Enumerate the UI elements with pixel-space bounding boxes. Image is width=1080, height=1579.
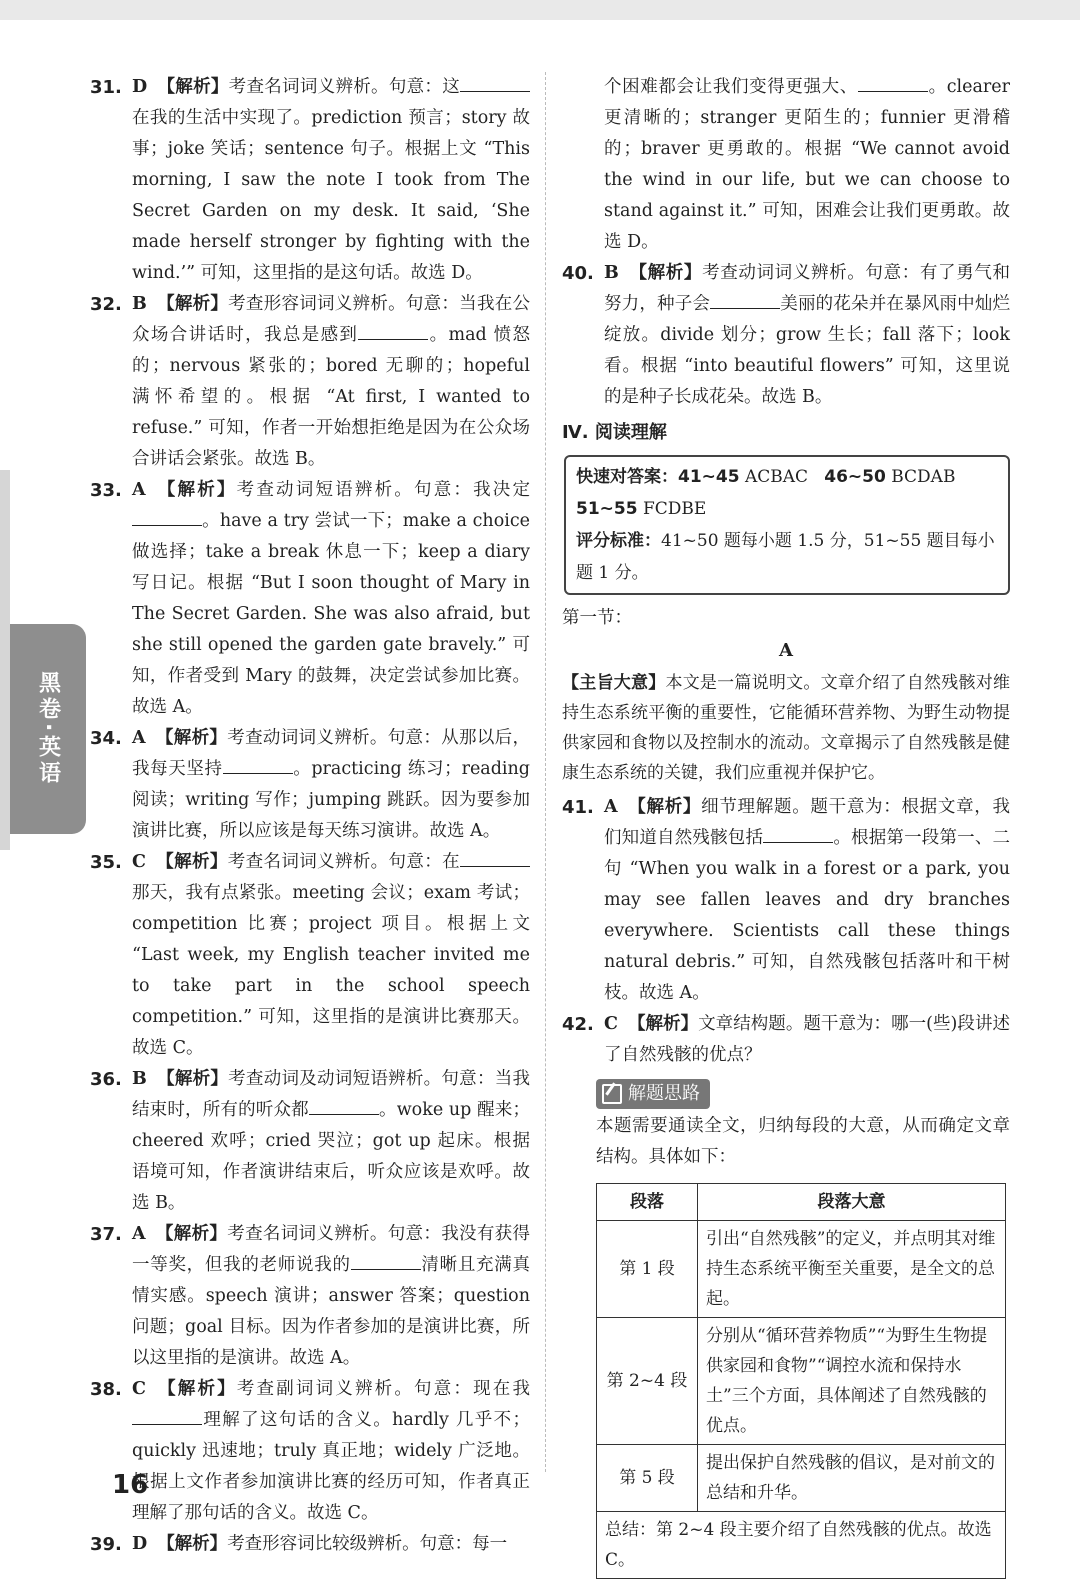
section-title: Ⅳ. 阅读理解 — [562, 422, 667, 443]
quick-answer-label: 快速对答案： — [576, 467, 678, 487]
question-number: 41. — [562, 797, 594, 818]
analysis-tag: 【解析】 — [155, 1379, 237, 1399]
analysis-tag: 【解析】 — [157, 1534, 228, 1554]
analysis-tag: 【解析】 — [157, 77, 229, 97]
table-row — [597, 1318, 1006, 1445]
table-row — [597, 1445, 1006, 1512]
analysis-tag: 【解析】 — [155, 728, 228, 748]
table-summary: 总结：第 2~4 段主要介绍了自然残骸的优点。故选 C。 — [597, 1512, 1006, 1579]
answer-item-37 — [90, 1219, 530, 1374]
table-cell: 第 2~4 段 — [597, 1318, 698, 1445]
top-bar — [0, 0, 1080, 20]
solution-tips-badge — [596, 1079, 710, 1109]
blank-line — [710, 290, 780, 309]
answer-row-2 — [576, 493, 998, 525]
answer-letter: D — [132, 77, 148, 97]
range-answers: ACBAC — [744, 467, 809, 487]
range-answers: FCDBE — [642, 499, 707, 519]
answer-item-36 — [90, 1064, 530, 1219]
explanation-pre: 考查动词词义辨析。句意：有了勇气和努力，种子会 — [604, 263, 1011, 314]
table-header: 段落 — [597, 1184, 698, 1221]
explanation-pre: 考查名词词义辨析。句意：这 — [228, 77, 461, 97]
question-number: 37. — [90, 1224, 122, 1245]
question-number: 35. — [90, 852, 122, 873]
answer-letter: B — [132, 1069, 147, 1089]
book-spine — [0, 470, 10, 850]
explanation-pre: 考查动词及动词短语辨析。句意：当我结束时，所有的听众都 — [132, 1069, 531, 1120]
part-heading: 第一节： — [562, 608, 632, 628]
explanation-post: 理解了这句话的含义。hardly 几乎不；quickly 迅速地；truly 真正地；widely 广泛地。根据上文作者参加演讲比赛的经历可知，作者真正理解了那句话的含义。故选 C。 — [132, 1410, 530, 1523]
answer-item-38 — [90, 1374, 530, 1529]
page-number: 16 — [112, 1470, 149, 1500]
table-cell: 提出保护自然残骸的倡议，是对前文的总结和升华。 — [698, 1445, 1006, 1512]
analysis-tag: 【解析】 — [155, 1224, 228, 1244]
answer-letter: B — [132, 294, 147, 314]
explanation-post: 那天，我有点紧张。meeting 会议；exam 考试；competition 比赛；project 项目。根据上文 “Last week, my English teacher invited me to take part in the school speech competition.” 可知，这里指的是演讲比赛那天。故选 C。 — [132, 883, 530, 1058]
solution-tips-label: 解题思路 — [628, 1083, 700, 1104]
blank-line — [132, 507, 202, 526]
table-cell: 第 5 段 — [597, 1445, 698, 1512]
table-summary-row — [597, 1512, 1006, 1579]
question-number: 42. — [562, 1014, 594, 1035]
answer-letter: A — [132, 728, 146, 748]
explanation-post: 。clearer 更清晰的；stranger 更陌生的；funnier 更滑稽的；braver 更勇敢的。根据 “We cannot avoid the wind in our life, but we can choose to stand against it.” 可知，困难会让我们更勇敢。故选 D。 — [604, 77, 1011, 252]
analysis-tag: 【解析】 — [156, 1069, 229, 1089]
answer-item-39-continued — [562, 72, 1010, 258]
explanation-pre: 考查动词短语辨析。句意：我决定 — [236, 480, 531, 500]
solution-tips-text: 本题需要通读全文，归纳每段的大意，从而确定文章结构。具体如下： — [596, 1116, 1010, 1167]
question-number: 32. — [90, 294, 122, 315]
column-divider — [545, 72, 546, 1472]
explanation-post: 。mad 愤怒的；nervous 紧张的；bored 无聊的；hopeful 满怀希望的。根据 “At first, I wanted to refuse.” 可知，作者一开始想拒绝是因为在公众场合讲话会紧张。故选 B。 — [132, 325, 530, 469]
answer-letter: C — [604, 1014, 618, 1034]
blank-line — [132, 1406, 202, 1425]
question-number: 40. — [562, 263, 594, 284]
answer-item-42 — [562, 1009, 1010, 1071]
question-number: 39. — [90, 1534, 122, 1555]
explanation-post: 。woke up 醒来；cheered 欢呼；cried 哭泣；got up 起床。根据语境可知，作者演讲结束后，听众应该是欢呼。故选 B。 — [132, 1100, 530, 1213]
answer-row-1 — [576, 461, 998, 493]
analysis-tag: 【解析】 — [627, 1014, 699, 1034]
table-header-row — [597, 1184, 1006, 1221]
answer-letter: D — [132, 1534, 148, 1554]
question-number: 36. — [90, 1069, 122, 1090]
scoring-row — [576, 525, 998, 589]
left-column — [90, 72, 530, 1560]
answer-item-39 — [90, 1529, 530, 1560]
blank-line — [309, 1096, 379, 1115]
blank-line — [763, 824, 833, 843]
answer-item-32 — [90, 289, 530, 475]
range-label: 46~50 — [824, 467, 886, 487]
right-column — [562, 72, 1010, 1579]
main-idea — [562, 668, 1010, 788]
analysis-tag: 【解析】 — [627, 797, 702, 817]
question-number: 33. — [90, 480, 122, 501]
answer-item-35 — [90, 847, 530, 1064]
quick-answer-box — [564, 455, 1010, 595]
scoring-label: 评分标准： — [576, 531, 661, 551]
explanation-post: 。have a try 尝试一下；make a choice 做选择；take a break 休息一下；keep a diary 写日记。根据 “But I soon thought of Mary in The Secret Garden. She was also afraid, but she still opened the garden gate bravely.” 可知，作者受到 Mary 的鼓舞，决定尝试参加比赛。故选 A。 — [132, 511, 530, 717]
main-idea-text: 本文是一篇说明文。文章介绍了自然残骸对维持生态系统平衡的重要性，它能循环营养物、为野生动物提供家园和食物以及控制水的流动。文章揭示了自然残骸是健康生态系统的关键，我们应重视并保护它。 — [562, 673, 1011, 783]
analysis-tag: 【解析】 — [156, 294, 229, 314]
question-number: 31. — [90, 77, 122, 98]
answer-letter: C — [132, 852, 146, 872]
explanation-post: 美丽的花朵并在暴风雨中灿烂绽放。divide 划分；grow 生长；fall 落下；look 看。根据 “into beautiful flowers” 可知，这里说的是种子长成花朵。故选 B。 — [604, 294, 1011, 407]
explanation-pre: 文章结构题。题干意为：哪一(些)段讲述了自然残骸的优点？ — [604, 1014, 1011, 1065]
answer-item-34 — [90, 723, 530, 847]
blank-line — [858, 73, 928, 92]
answer-item-41 — [562, 792, 1010, 1009]
explanation-post: 。根据第一段第一、二句 “When you walk in a forest or a park, you may see fallen leaves and dry branches everywhere. Scientists call these things natural debris.” 可知，自然残骸包括落叶和干树枝。故选 A。 — [604, 828, 1011, 1003]
pencil-icon — [602, 1084, 622, 1104]
answer-letter: A — [604, 797, 618, 817]
table-row — [597, 1221, 1006, 1318]
answer-letter: B — [604, 263, 619, 283]
passage-letter: A — [779, 640, 793, 661]
question-number: 38. — [90, 1379, 122, 1400]
blank-line — [223, 755, 293, 774]
answer-letter: A — [132, 480, 146, 500]
answer-item-33 — [90, 475, 530, 723]
explanation-post: 。practicing 练习；reading 阅读；writing 写作；jumping 跳跃。因为要参加演讲比赛，所以应该是每天练习演讲。故选 A。 — [132, 759, 531, 841]
answer-item-31 — [90, 72, 530, 289]
answer-item-40 — [562, 258, 1010, 413]
table-header: 段落大意 — [698, 1184, 1006, 1221]
side-tab-label: 黑卷·英语 — [35, 670, 61, 788]
blank-line — [460, 73, 530, 92]
explanation-pre: 细节理解题。题干意为：根据文章，我们知道自然残骸包括 — [604, 797, 1011, 848]
answer-letter: C — [132, 1379, 146, 1399]
explanation-pre: 考查形容词比较级辨析。句意：每一 — [227, 1534, 508, 1554]
blank-line — [460, 848, 530, 867]
scoring-text: 41~50 题每小题 1.5 分，51~55 题目每小题 1 分。 — [576, 531, 995, 583]
explanation-post: 在我的生活中实现了。prediction 预言；story 故事；joke 笑话；sentence 句子。根据上文 “This morning, I saw the note I took from The Secret Garden on my desk. It said, ‘She made herself stronger by fighting with the wind.’” 可知，这里指的是这句话。故选 D。 — [132, 108, 530, 283]
answer-letter: A — [132, 1224, 146, 1244]
table-cell: 分别从“循环营养物质”“为野生生物提供家园和食物”“调控水流和保持水土”三个方面，具体阐述了自然残骸的优点。 — [698, 1318, 1006, 1445]
main-idea-tag: 【主旨大意】 — [562, 673, 666, 693]
explanation-pre: 考查名词词义辨析。句意：我没有获得一等奖，但我的老师说我的 — [132, 1224, 531, 1275]
range-answers: BCDAB — [891, 467, 956, 487]
range-label: 51~55 — [576, 499, 638, 519]
explanation-pre: 考查名词词义辨析。句意：在 — [227, 852, 461, 872]
side-tab — [10, 624, 86, 834]
explanation-post: 清晰且充满真情实感。speech 演讲；answer 答案；question 问题；goal 目标。因为作者参加的是演讲比赛，所以这里指的是演讲。故选 A。 — [132, 1255, 531, 1368]
explanation-pre: 考查副词词义辨析。句意：现在我 — [236, 1379, 530, 1399]
explanation-pre: 考查形容词词义辨析。句意：当我在公众场合讲话时，我总是感到 — [132, 294, 531, 345]
blank-line — [358, 321, 428, 340]
blank-line — [351, 1251, 421, 1270]
analysis-tag: 【解析】 — [155, 852, 228, 872]
explanation-pre: 个困难都会让我们变得更强大、 — [604, 77, 858, 97]
analysis-tag: 【解析】 — [628, 263, 703, 283]
analysis-tag: 【解析】 — [155, 480, 237, 500]
range-label: 41~45 — [678, 467, 740, 487]
explanation-pre: 考查动词词义辨析。句意：从那以后，我每天坚持 — [132, 728, 531, 779]
question-number: 34. — [90, 728, 122, 749]
table-cell: 第 1 段 — [597, 1221, 698, 1318]
table-cell: 引出“自然残骸”的定义，并点明其对维持生态系统平衡至关重要，是全文的总起。 — [698, 1221, 1006, 1318]
